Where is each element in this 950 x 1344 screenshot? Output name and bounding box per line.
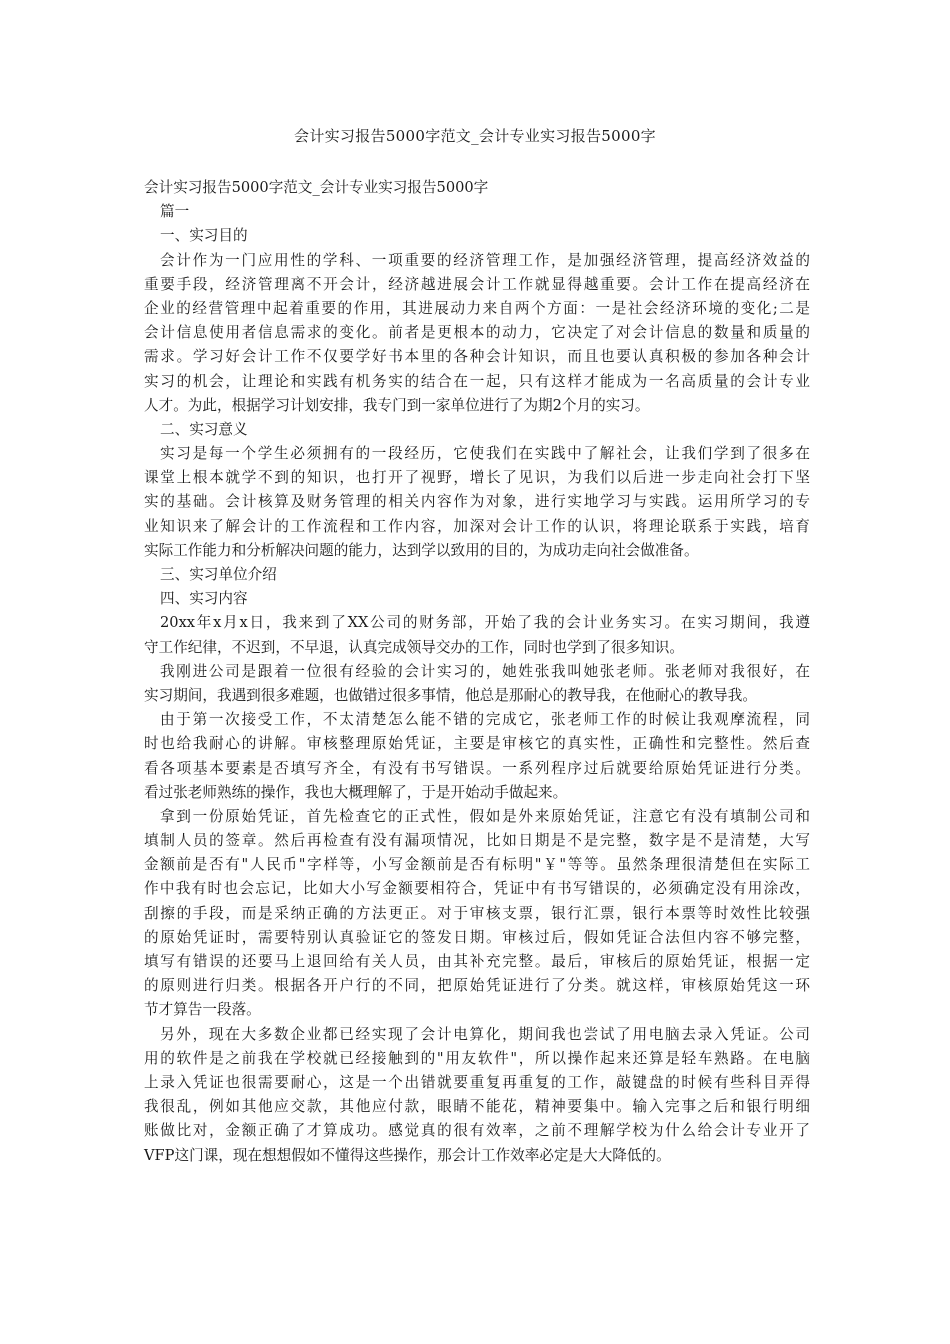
paragraph-line: 的原则进行归类。根据各开户行的不同，把原始凭证进行了分类。就这样，审核原始凭这一环 [144,977,810,995]
paragraph-line: 人才。为此，根据学习计划安排，我专门到一家单位进行了为期2个月的实习。 [144,396,650,414]
paragraph-line: 实的基础。会计核算及财务管理的相关内容作为对象，进行实地学习与实践。运用所学习的专 [144,493,810,511]
paragraph-line: 会计作为一门应用性的学科、一项重要的经济管理工作，是加强经济管理，提高经济效益的 [160,251,810,269]
paragraph-line: 拿到一份原始凭证，首先检查它的正式性，假如是外来原始凭证，注意它有没有填制公司和 [160,807,810,825]
paragraph-line: 我刚进公司是跟着一位很有经验的会计实习的，她姓张我叫她张老师。张老师对我很好，在 [160,662,810,680]
document-title: 会计实习报告5000字范文_会计专业实习报告5000字 [294,127,656,145]
paragraph-line: 的原始凭证时，需要特别认真验证它的签发日期。审核过后，假如凭证合法但内容不够完整， [144,928,810,946]
paragraph-line: 守工作纪律，不迟到，不早退，认真完成领导交办的工作，同时也学到了很多知识。 [144,638,684,656]
body-heading: 会计实习报告5000字范文_会计专业实习报告5000字 [144,179,489,196]
section-heading-significance: 二、实习意义 [160,420,248,438]
paragraph-line: 上录入凭证也很需要耐心，这是一个出错就要重复再重复的工作，敲键盘的时候有些科目弄得 [144,1073,810,1091]
paragraph-line: VFP这门课，现在想想假如不懂得这些操作，那会计工作效率必定是大大降低的。 [144,1146,671,1164]
section-heading-content: 四、实习内容 [160,590,248,608]
paragraph-line: 会计信息使用者信息需求的变化。前者是更根本的动力，它决定了对会计信息的数量和质量的 [144,324,810,342]
paragraph-line: 填写有错误的还要马上退回给有关人员，由其补充完整。最后，审核后的原始凭证，根据一定 [144,953,810,970]
paragraph-line: 看过张老师熟练的操作，我也大概理解了，于是开始动手做起来。 [144,783,568,801]
paragraph-line: 填制人员的签章。然后再检查有没有漏项情况，比如日期是不是完整，数字是不是清楚，大写 [144,832,810,850]
chapter-label: 篇一 [160,203,190,221]
paragraph-line: 由于第一次接受工作，不太清楚怎么能不错的完成它，张老师工作的时候让我观摩流程，同 [160,711,810,729]
paragraph-line: 实习是每一个学生必须拥有的一段经历，它使我们在实践中了解社会，让我们学到了很多在 [160,445,810,463]
paragraph-line: 另外，现在大多数企业都已经实现了会计电算化，期间我也尝试了用电脑去录入凭证。公司 [160,1025,810,1043]
paragraph-line: 课堂上根本就学不到的知识，也打开了视野，增长了见识，为我们以后进一步走向社会打下坚 [144,469,810,487]
paragraph-line: 实习期间，我遇到很多难题，也做错过很多事情，他总是那耐心的教导我，在他耐心的教导我。 [144,686,757,704]
paragraph-line: 重要手段，经济管理离不开会计，经济越进展会计工作就显得越重要。会计工作在提高经济在 [144,275,810,293]
paragraph-line: 用的软件是之前我在学校就已经接触到的"用友软件"，所以操作起来还算是轻车熟路。在电脑 [144,1049,810,1067]
paragraph-line: 实际工作能力和分析解决问题的能力，达到学以致用的目的，为成功走向社会做准备。 [144,541,699,559]
paragraph-line: 账做比对，金额正确了才算成功。感觉真的很有效率，之前不理解学校为什么给会计专业开了 [144,1122,810,1140]
paragraph-line: 时也给我耐心的讲解。审核整理原始凭证，主要是审核它的真实性，正确性和完整性。然后查 [144,735,810,753]
paragraph-line: 企业的经营管理中起着重要的作用，其进展动力来自两个方面：一是社会经济环境的变化;二是 [144,299,810,317]
paragraph-line: 需求。学习好会计工作不仅要学好书本里的各种会计知识，而且也要认真积极的参加各种会计 [144,348,810,366]
section-heading-purpose: 一、实习目的 [160,227,248,245]
document-body [144,176,810,1168]
paragraph-line: 节才算告一段落。 [144,1001,261,1019]
paragraph-line: 看各项基本要素是否填写齐全，有没有书写错误。一系列程序过后就要给原始凭证进行分类。 [144,759,810,777]
section-heading-unit: 三、实习单位介绍 [160,566,277,583]
paragraph-line: 我很乱，例如其他应交款，其他应付款，眼睛不能花，精神要集中。输入完事之后和银行明细 [144,1098,810,1116]
paragraph-line: 刮擦的手段，而是采纳正确的方法更正。对于审核支票，银行汇票，银行本票等时效性比较强 [144,904,810,922]
paragraph-line: 业知识来了解会计的工作流程和工作内容，加深对会计工作的认识，将理论联系于实践，培育 [144,517,810,535]
paragraph-line: 实习的机会，让理论和实践有机务实的结合在一起，只有这样才能成为一名高质量的会计专业 [144,372,810,390]
paragraph-line: 作中我有时也会忘记，比如大小写金额要相符合，凭证中有书写错误的，必须确定没有用涂改， [144,880,810,898]
paragraph-line: 20xx年x月x日，我来到了XX公司的财务部，开始了我的会计业务实习。在实习期间，我遵 [160,614,810,632]
paragraph-line: 金额前是否有"人民币"字样等，小写金额前是否有标明"￥"等等。虽然条理很清楚但在实际工 [144,856,810,874]
